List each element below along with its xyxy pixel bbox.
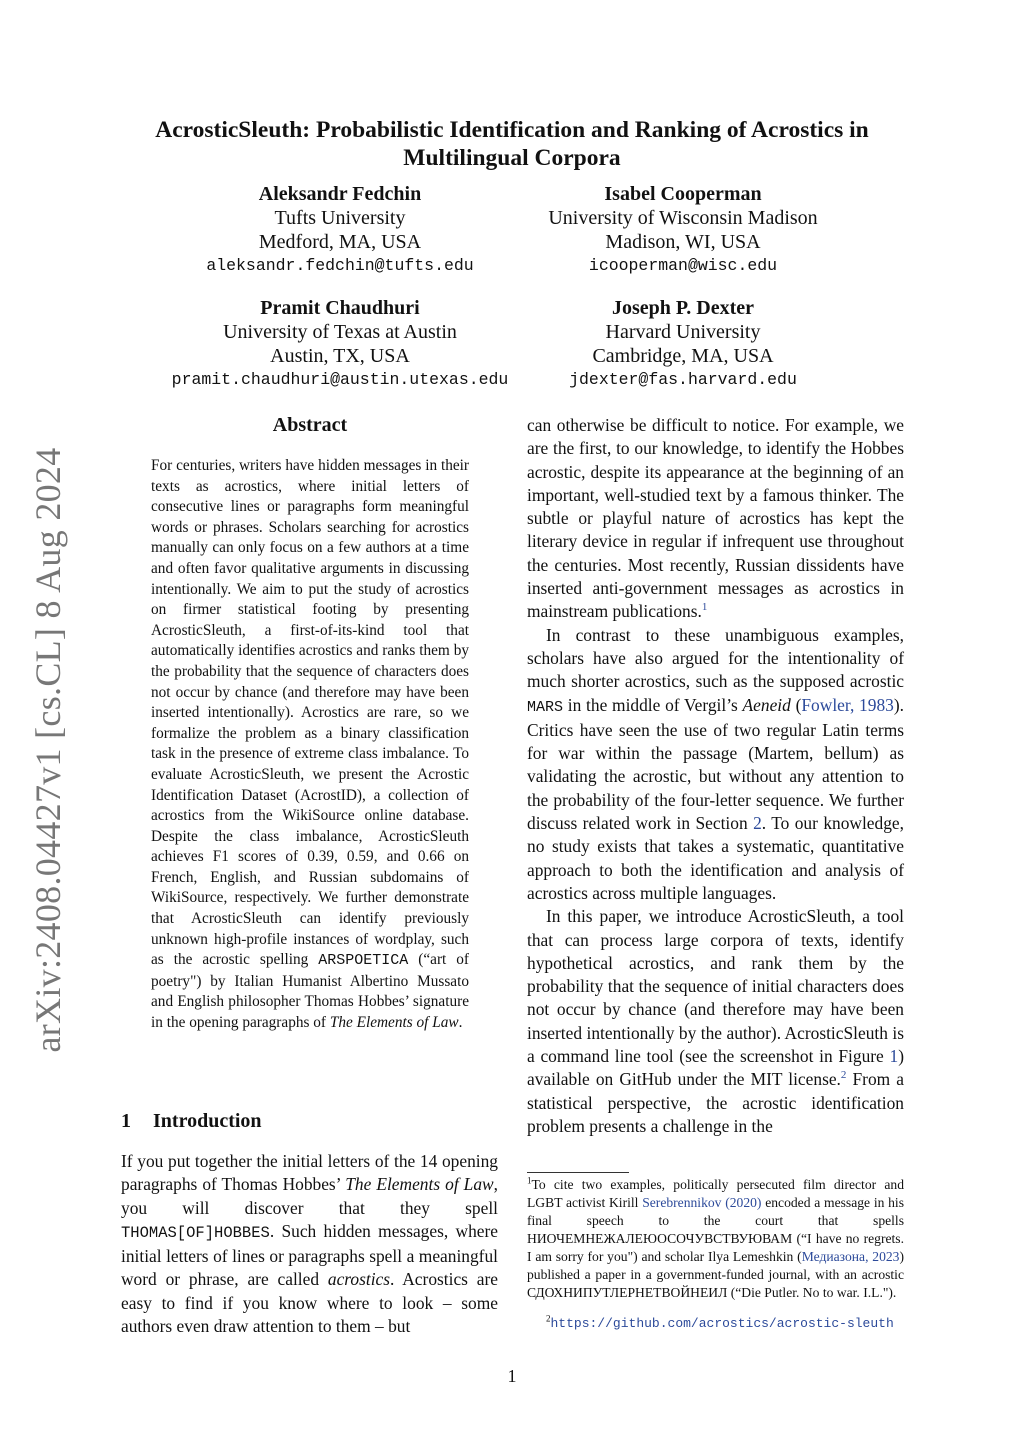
intro-right-column <box>527 414 904 1138</box>
author-location: Medford, MA, USA <box>258 231 422 253</box>
author-location: Madison, WI, USA <box>605 231 761 253</box>
paragraph: In this paper, we introduce AcrosticSleuth, a tool that can process large corpora of texts, identify hypothetical acrostics, and rank them by the probability that the sequence of initial characters does not occur by chance (and therefore may have been inserted intentionally by the author). AcrosticSleuth is a command line tool (see the screenshot in Figure 1) available on GitHub under the MIT license.$^2$ From a statistical perspective, the acrostic identification problem presents a challenge in the <box>527 906 904 1136</box>
page-number: 1 <box>507 1366 517 1386</box>
author-location: Cambridge, MA, USA <box>592 345 774 367</box>
author-affiliation: University of Wisconsin Madison <box>548 207 818 229</box>
author-affiliation: Tufts University <box>274 207 406 229</box>
citation-link[interactable]: Fowler, 1983 <box>801 694 894 715</box>
author-block-4 <box>540 296 826 392</box>
author-name: Joseph P. Dexter <box>611 297 755 319</box>
author-affiliation: University of Texas at Austin <box>223 321 457 343</box>
citation-link[interactable]: Serebrennikov (2020) <box>642 1195 762 1210</box>
section-heading: 1 Introduction <box>121 1110 262 1132</box>
section-ref-link[interactable]: 2 <box>753 813 762 834</box>
footnote-ref[interactable]: 1 <box>701 601 708 614</box>
citation-link[interactable]: Медиазона, 2023 <box>801 1249 900 1264</box>
abstract-text: For centuries, writers have hidden messages in their texts as acrostics, where initial letters of consecutive lines or paragraphs form meaningful words or phrases. Scholars searching for acrostics manually can only focus on a few authors at a time and often favor qualitative arguments in discussing intentionally. We aim to put the study of acrostics on firmer statistical footing by presenting AcrosticSleuth, a first-of-its-kind tool that automatically identifies acrostics and ranks them by the probability that the sequence of characters does not occur by chance (and therefore may have been inserted intentionally). Acrostics are rare, so we formalize the problem as a binary classification task in the presence of extreme class imbalance. To evaluate AcrosticSleuth, we present the Acrostic Identification Dataset (AcrostID), a collection of acrostics from the WikiSource online database. Despite the class imbalance, AcrosticSleuth achieves F1 scores of 0.39, 0.59, and 0.66 on French, English, and Russian subdomains of WikiSource, respectively. We further demonstrate that AcrosticSleuth can identify previously unknown high-profile instances of wordplay, such as the acrostic spelling ARSPOETICA (“art of poetry") by Italian Humanist Albertino Mussato and English philosopher Thomas Hobbes’ signature in the opening paragraphs of The Elements of Law. <box>151 457 469 1032</box>
author-name: Isabel Cooperman <box>604 183 762 205</box>
intro-left-column <box>121 1150 498 1338</box>
author-affiliation: Harvard University <box>605 321 761 343</box>
footnote-2: $^2$https://github.com/acrostics/acrostic-sleuth <box>546 1313 894 1331</box>
author-block-3 <box>150 296 530 392</box>
author-block-1 <box>200 182 480 278</box>
author-email: icooperman@wisc.edu <box>588 256 778 275</box>
author-name: Pramit Chaudhuri <box>260 297 420 319</box>
abstract-heading: Abstract <box>272 414 348 436</box>
github-link[interactable]: https://github.com/acrostics/acrostic-sleuth <box>550 1316 894 1331</box>
author-email: aleksandr.fedchin@tufts.edu <box>206 256 474 275</box>
author-name: Aleksandr Fedchin <box>258 183 422 205</box>
paper-title: AcrosticSleuth: Probabilistic Identification and Ranking of Acrostics in Multilingual Corpora <box>155 117 869 171</box>
footnote-ref[interactable]: 2 <box>840 1069 847 1082</box>
acrostic-term: ARSPOETICA <box>318 952 409 970</box>
author-email: pramit.chaudhuri@austin.utexas.edu <box>171 370 509 389</box>
author-block-2 <box>528 182 838 278</box>
author-location: Austin, TX, USA <box>270 345 410 367</box>
paragraph: can otherwise be difficult to notice. For example, we are the first, to our knowledge, to identify the Hobbes acrostic, despite its appearance at the beginning of an important, well-studied text by a famous thinker. The subtle or playful nature of acrostics has kept the literary device in regular if infrequent use throughout the centuries. Most recently, Russian dissidents have inserted anti-government messages as acrostics in mainstream publications.$^1$ <box>527 415 904 622</box>
arxiv-side-stamp: arXiv:2408.04427v1 [cs.CL] 8 Aug 2024 <box>28 447 68 1053</box>
paragraph: In contrast to these unambiguous examples, scholars have also argued for the intentionality of much shorter acrostics, such as the supposed acrostic MARS in the middle of Vergil’s Aeneid (Fowler, 1983). Critics have seen the use of two regular Latin terms for war within the passage (Martem, bellum) as validating the acrostic, but without any attention to the probability of the four-letter sequence. We further discuss related work in Section 2. To our knowledge, no study exists that takes a systematic, quantitative approach to both the identification and analysis of acrostics across multiple languages. <box>527 624 904 903</box>
paragraph: If you put together the initial letters of the 14 opening paragraphs of Thomas Hobbes’ The Elements of Law, you will discover that they spell THOMAS[OF]HOBBES. Such hidden messages, where initial letters of lines or paragraphs spell a meaningful word or phrase, are called acrostics. Acrostics are easy to find if you know where to look – some authors even draw attention to them – but <box>121 1151 498 1337</box>
figure-ref-link[interactable]: 1 <box>889 1046 899 1067</box>
author-email: jdexter@fas.harvard.edu <box>569 370 797 389</box>
footnote-1: $^1$To cite two examples, politically persecuted film director and LGBT activist Kirill Serebrennikov (2020) encoded a message in his final speech to the court that spells НИОЧЕМНЕЖАЛЕЮОСОЧУВСТВУЮВАМ (“I have no regrets. I am sorry for you") and scholar Ilya Lemeshkin (Медиазона, 2023) published a paper in a government-funded journal, with an acrostic СДОХНИПУТЛЕРНЕТВОЙНЕИЛ (“Die Putler. No to war. I.L."). <box>527 1175 905 1300</box>
footnote-rule <box>527 1172 629 1173</box>
